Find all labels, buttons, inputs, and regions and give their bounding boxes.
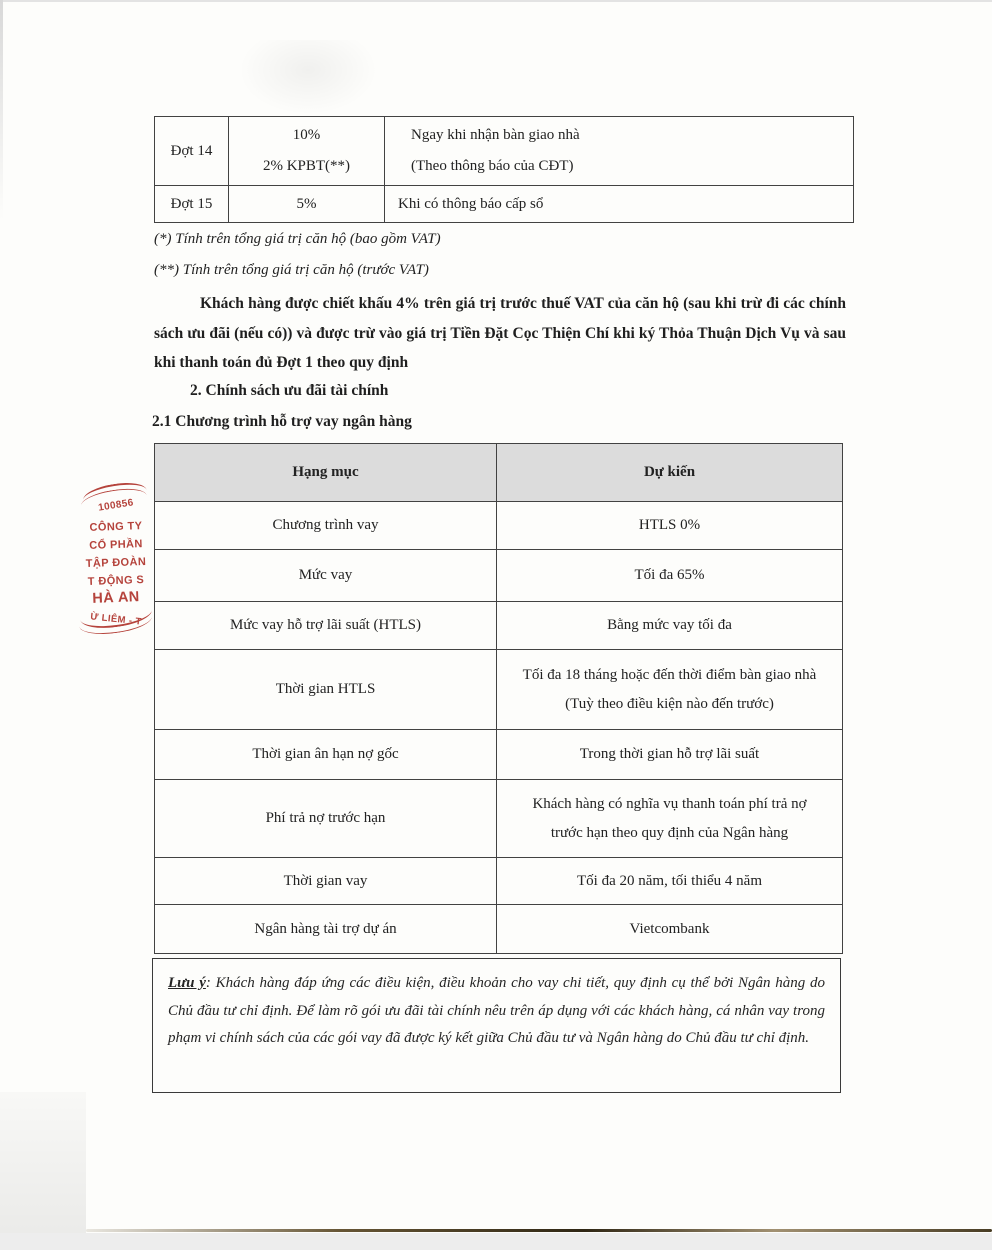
item-cell: Chương trình vay (155, 502, 497, 550)
payment-row-dot-14 (155, 117, 854, 186)
phase-label: Đợt 14 (170, 142, 213, 159)
stamp-line-ha-an: HÀ AN (92, 589, 140, 607)
amount-line: 10% (292, 127, 321, 143)
header-expected: Dự kiến (497, 444, 843, 502)
value-line: Tối đa 18 tháng hoặc đến thời điểm bàn giao nhà (522, 666, 817, 683)
amount-cell (229, 186, 385, 223)
stamp-serial: 100856 (97, 497, 135, 514)
milestone-cell (385, 117, 854, 186)
loan-row-sponsor-bank (155, 905, 843, 954)
loan-table-header-row (155, 444, 843, 502)
stamp-line-cong-ty: CÔNG TY (89, 520, 143, 534)
note-box (152, 958, 841, 1093)
phase-label: Đợt 15 (170, 195, 213, 212)
loan-row-prepayment-fee (155, 780, 843, 858)
loan-row-grace-period (155, 730, 843, 780)
section-heading: 2. Chính sách ưu đãi tài chính (190, 382, 389, 399)
loan-row-loan-term (155, 858, 843, 905)
subsection-heading: 2.1 Chương trình hỗ trợ vay ngân hàng (152, 413, 412, 430)
loan-row-htls-amount (155, 602, 843, 650)
company-stamp (76, 483, 156, 645)
amount-line: 2% KPBT(**) (262, 158, 351, 174)
payment-row-dot-15 (155, 186, 854, 223)
stamp-bottom-text: Ừ LIÊM - T (89, 611, 143, 628)
value-cell: Bằng mức vay tối đa (497, 602, 843, 650)
value-cell: HTLS 0% (497, 502, 843, 550)
footnote-vat-excluded: (**) Tính trên tổng giá trị căn hộ (trước VAT) (154, 262, 429, 278)
item-cell: Mức vay (155, 550, 497, 602)
scan-left-strip (0, 1092, 86, 1250)
loan-row-program (155, 502, 843, 550)
value-cell: Tối đa 20 năm, tối thiểu 4 năm (497, 858, 843, 905)
value-line: Khách hàng có nghĩa vụ thanh toán phí trả nợ (532, 795, 807, 812)
item-cell: Ngân hàng tài trợ dự án (155, 905, 497, 954)
milestone-line: (Theo thông báo của CĐT) (411, 158, 574, 174)
value-line: trước hạn theo quy định của Ngân hàng (550, 824, 789, 841)
phase-cell (155, 186, 229, 223)
value-cell: Vietcombank (497, 905, 843, 954)
scan-page-edge-line (86, 1229, 992, 1232)
scan-smudge (238, 40, 378, 115)
milestone-cell (385, 186, 854, 223)
stamp-line-dong-s: T ĐỘNG S (87, 574, 145, 588)
amount-cell (229, 117, 385, 186)
discount-paragraph: Khách hàng được chiết khấu 4% trên giá trị trước thuế VAT của căn hộ (sau khi trừ đi các chính sách ưu đãi (nếu có)) và được trừ vào giá trị Tiền Đặt Cọc Thiện Chí khi ký Thỏa Thuận Dịch Vụ và sau khi thanh toán đủ Đợt 1 theo quy định (154, 295, 846, 371)
scan-top-edge (0, 0, 992, 2)
loan-program-table (154, 443, 843, 954)
header-item: Hạng mục (155, 444, 497, 502)
value-line: (Tuỳ theo điều kiện nào đến trước) (565, 695, 774, 712)
value-cell (497, 780, 843, 858)
value-cell: Trong thời gian hỗ trợ lãi suất (497, 730, 843, 780)
item-cell: Phí trả nợ trước hạn (155, 780, 497, 858)
scanner-background-strip (0, 1233, 992, 1250)
stamp-line-co-phan: CỔ PHẦN (89, 538, 143, 552)
value-cell: Tối đa 65% (497, 550, 843, 602)
value-cell (497, 650, 843, 730)
loan-row-loan-amount (155, 550, 843, 602)
phase-cell (155, 117, 229, 186)
stamp-line-tap-doan: TẬP ĐOÀN (85, 555, 147, 571)
scan-left-edge (0, 0, 3, 220)
footnote-vat-included: (*) Tính trên tổng giá trị căn hộ (bao gồm VAT) (154, 231, 441, 247)
milestone-line: Ngay khi nhận bàn giao nhà (411, 127, 580, 143)
note-label: Lưu ý (168, 975, 206, 991)
item-cell: Thời gian vay (155, 858, 497, 905)
payment-schedule-table (154, 116, 854, 223)
loan-row-htls-duration (155, 650, 843, 730)
item-cell: Thời gian HTLS (155, 650, 497, 730)
item-cell: Mức vay hỗ trợ lãi suất (HTLS) (155, 602, 497, 650)
note-body: : Khách hàng đáp ứng các điều kiện, điều khoản cho vay chi tiết, quy định cụ thể bởi Ngân hàng do Chủ đầu tư chỉ định. Để làm rõ gói ưu đãi tài chính nêu trên áp dụng với các khách hàng, cá nhân vay trong phạm vi chính sách của các gói vay đã được ký kết giữa Chủ đầu tư và Ngân hàng do Chủ đầu tư chỉ định. (168, 975, 826, 1046)
item-cell: Thời gian ân hạn nợ gốc (155, 730, 497, 780)
milestone-line: Khi có thông báo cấp sổ (398, 195, 544, 212)
amount-line: 5% (296, 195, 317, 212)
